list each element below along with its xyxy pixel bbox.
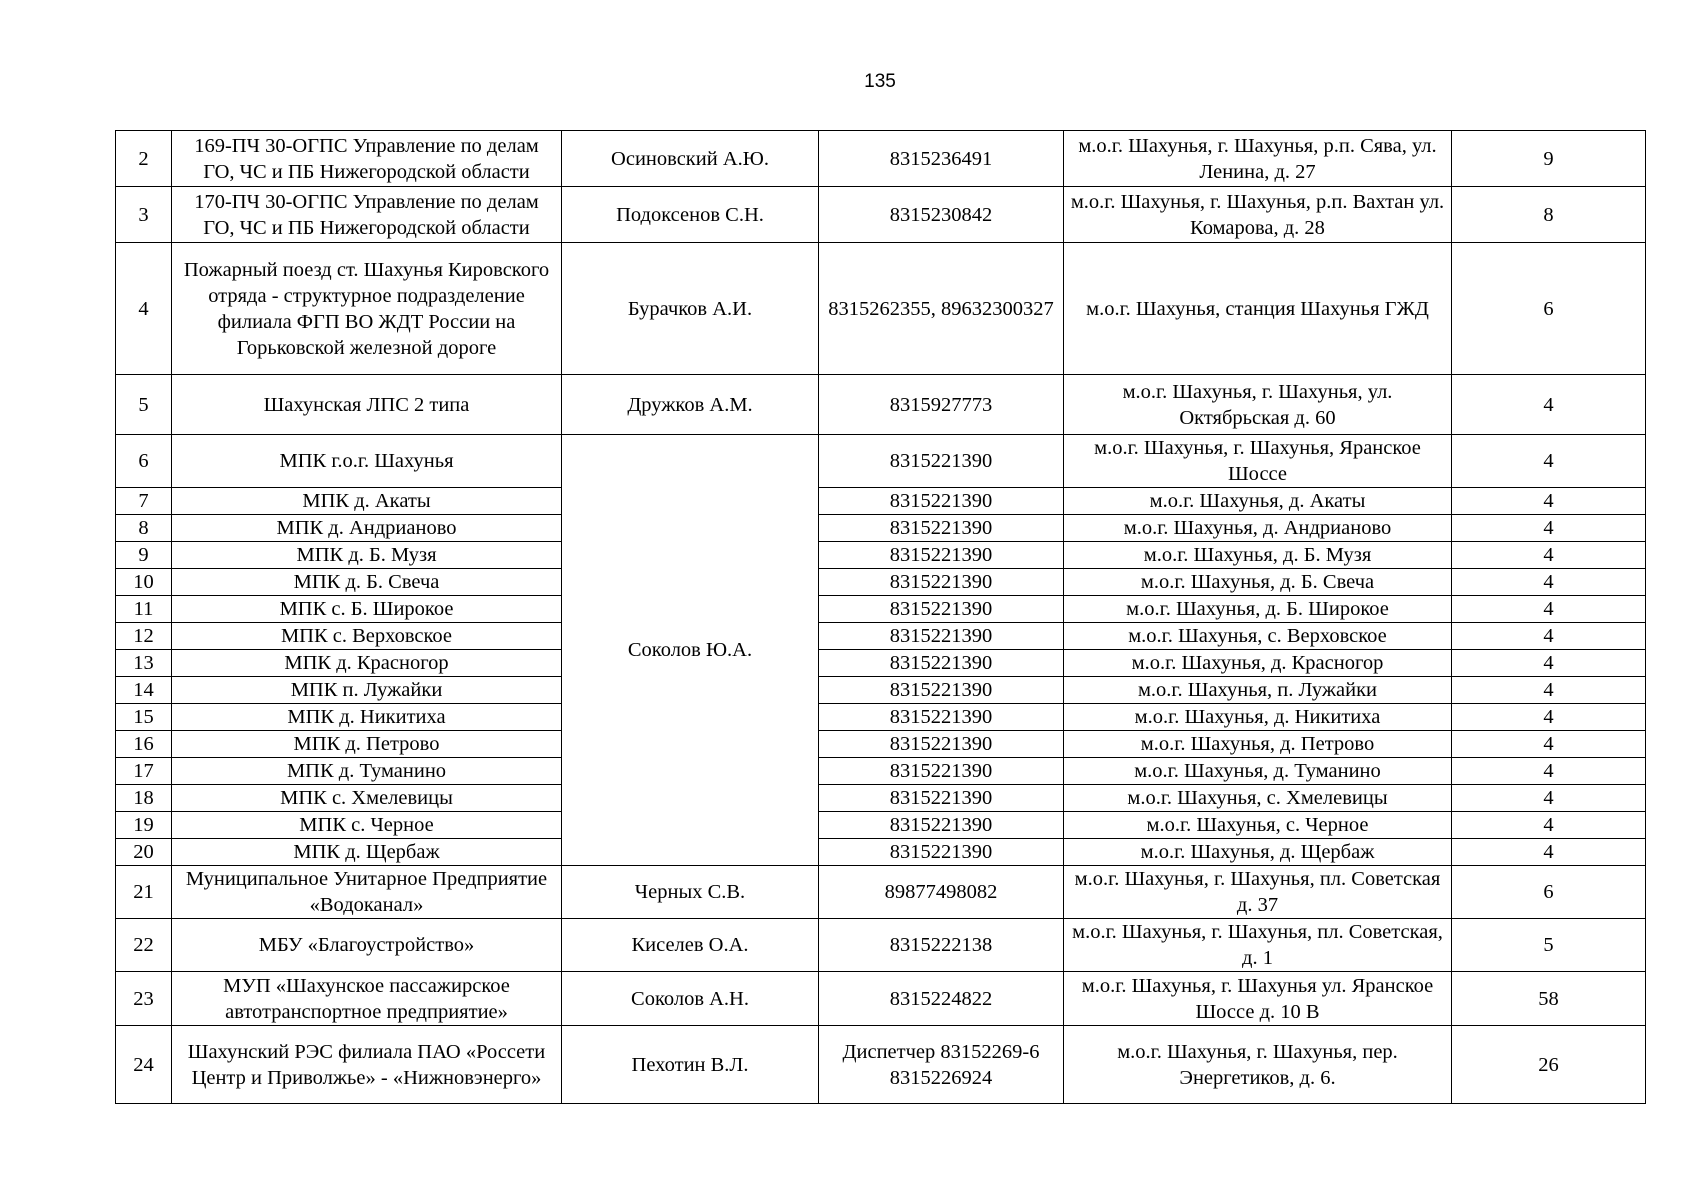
organization-name: МПК д. Красногор [172,650,562,677]
staff-count: 4 [1452,704,1646,731]
organization-name: МПК с. Хмелевицы [172,785,562,812]
address: м.о.г. Шахунья, с. Хмелевицы [1064,785,1452,812]
organization-name: МПК д. Щербаж [172,839,562,866]
organization-name: МПК п. Лужайки [172,677,562,704]
row-number: 13 [116,650,172,677]
table-row [116,866,1646,919]
table-row [116,623,1646,650]
organization-name: МПК д. Петрово [172,731,562,758]
table-row [116,375,1646,435]
row-number: 5 [116,375,172,435]
phone-number: 8315221390 [819,677,1064,704]
table-row [116,435,1646,488]
staff-count: 5 [1452,919,1646,972]
address: м.о.г. Шахунья, с. Черное [1064,812,1452,839]
table-row [116,131,1646,187]
phone-number: 8315221390 [819,569,1064,596]
phone-number: 8315236491 [819,131,1064,187]
organization-name: Муниципальное Унитарное Предприятие «Водоканал» [172,866,562,919]
organization-name: МПК с. Черное [172,812,562,839]
staff-count: 6 [1452,243,1646,375]
table-row [116,839,1646,866]
address: м.о.г. Шахунья, д. Красногор [1064,650,1452,677]
phone-number: 8315224822 [819,972,1064,1026]
staff-count: 4 [1452,375,1646,435]
address: м.о.г. Шахунья, д. Туманино [1064,758,1452,785]
staff-count: 4 [1452,812,1646,839]
staff-count: 4 [1452,569,1646,596]
staff-count: 4 [1452,596,1646,623]
address: м.о.г. Шахунья, д. Б. Широкое [1064,596,1452,623]
row-number: 7 [116,488,172,515]
organization-name: МПК д. Никитиха [172,704,562,731]
staff-count: 8 [1452,187,1646,243]
row-number: 24 [116,1026,172,1104]
row-number: 9 [116,542,172,569]
table-row [116,812,1646,839]
row-number: 12 [116,623,172,650]
organization-name: 169-ПЧ 30-ОГПС Управление по делам ГО, ЧС и ПБ Нижегородской области [172,131,562,187]
staff-count: 9 [1452,131,1646,187]
head-name: Соколов А.Н. [562,972,819,1026]
row-number: 16 [116,731,172,758]
table-row [116,488,1646,515]
staff-count: 26 [1452,1026,1646,1104]
row-number: 10 [116,569,172,596]
head-name: Дружков А.М. [562,375,819,435]
staff-count: 4 [1452,731,1646,758]
organization-name: Пожарный поезд ст. Шахунья Кировского отряда - структурное подразделение филиала ФГП ВО ЖДТ России на Горьковской железной дороге [172,243,562,375]
staff-count: 4 [1452,839,1646,866]
organization-name: МПК д. Туманино [172,758,562,785]
table-row [116,785,1646,812]
address: м.о.г. Шахунья, д. Петрово [1064,731,1452,758]
row-number: 3 [116,187,172,243]
phone-number: 8315221390 [819,515,1064,542]
row-number: 11 [116,596,172,623]
phone-number: 8315221390 [819,435,1064,488]
phone-number: 8315221390 [819,704,1064,731]
phone-number: 8315221390 [819,812,1064,839]
organization-name: МПК д. Андрианово [172,515,562,542]
staff-count: 6 [1452,866,1646,919]
address: м.о.г. Шахунья, станция Шахунья ГЖД [1064,243,1452,375]
phone-number: 8315221390 [819,623,1064,650]
head-name: Пехотин В.Л. [562,1026,819,1104]
page-number: 135 [864,71,896,92]
organization-name: Шахунская ЛПС 2 типа [172,375,562,435]
table-row [116,650,1646,677]
address: м.о.г. Шахунья, г. Шахунья, пер. Энергетиков, д. 6. [1064,1026,1452,1104]
address: м.о.г. Шахунья, г. Шахунья, ул. Октябрьская д. 60 [1064,375,1452,435]
address: м.о.г. Шахунья, д. Щербаж [1064,839,1452,866]
table-row [116,515,1646,542]
phone-number: 89877498082 [819,866,1064,919]
staff-count: 4 [1452,650,1646,677]
table-row [116,542,1646,569]
address: м.о.г. Шахунья, г. Шахунья, р.п. Сява, ул. Ленина, д. 27 [1064,131,1452,187]
head-name: Осиновский А.Ю. [562,131,819,187]
row-number: 8 [116,515,172,542]
row-number: 15 [116,704,172,731]
phone-number: 8315927773 [819,375,1064,435]
address: м.о.г. Шахунья, с. Верховское [1064,623,1452,650]
table-row [116,187,1646,243]
organization-name: МПК г.о.г. Шахунья [172,435,562,488]
table-row [116,704,1646,731]
address: м.о.г. Шахунья, г. Шахунья, пл. Советская, д. 1 [1064,919,1452,972]
address: м.о.г. Шахунья, д. Б. Свеча [1064,569,1452,596]
staff-count: 4 [1452,758,1646,785]
organization-name: МПК д. Б. Музя [172,542,562,569]
staff-count: 4 [1452,542,1646,569]
table-row [116,677,1646,704]
organization-name: 170-ПЧ 30-ОГПС Управление по делам ГО, ЧС и ПБ Нижегородской области [172,187,562,243]
address: м.о.г. Шахунья, д. Б. Музя [1064,542,1452,569]
row-number: 6 [116,435,172,488]
phone-number: 8315221390 [819,839,1064,866]
address: м.о.г. Шахунья, г. Шахунья, Яранское Шоссе [1064,435,1452,488]
staff-count: 4 [1452,488,1646,515]
address: м.о.г. Шахунья, д. Акаты [1064,488,1452,515]
row-number: 21 [116,866,172,919]
phone-number: 8315221390 [819,785,1064,812]
address: м.о.г. Шахунья, д. Никитиха [1064,704,1452,731]
staff-count: 4 [1452,785,1646,812]
table-row [116,972,1646,1026]
organization-name: МПК с. Б. Широкое [172,596,562,623]
row-number: 2 [116,131,172,187]
phone-number: 8315221390 [819,758,1064,785]
phone-number: 8315221390 [819,596,1064,623]
staff-count: 4 [1452,435,1646,488]
services-table [115,130,1646,1104]
staff-count: 4 [1452,623,1646,650]
organization-name: МПК с. Верховское [172,623,562,650]
row-number: 18 [116,785,172,812]
head-name: Подоксенов С.Н. [562,187,819,243]
phone-number: 8315230842 [819,187,1064,243]
phone-number: 8315221390 [819,488,1064,515]
table-row [116,758,1646,785]
row-number: 4 [116,243,172,375]
row-number: 22 [116,919,172,972]
row-number: 20 [116,839,172,866]
head-name: Киселев О.А. [562,919,819,972]
row-number: 19 [116,812,172,839]
table-row [116,731,1646,758]
organization-name: Шахунский РЭС филиала ПАО «Россети Центр и Приволжье» - «Нижновэнерго» [172,1026,562,1104]
head-name: Бурачков А.И. [562,243,819,375]
phone-number: 8315221390 [819,542,1064,569]
address: м.о.г. Шахунья, г. Шахунья ул. Яранское Шоссе д. 10 В [1064,972,1452,1026]
table-row [116,596,1646,623]
phone-number: 8315221390 [819,731,1064,758]
row-number: 23 [116,972,172,1026]
phone-number: 8315262355, 89632300327 [819,243,1064,375]
organization-name: МУП «Шахунское пассажирское автотранспортное предприятие» [172,972,562,1026]
address: м.о.г. Шахунья, д. Андрианово [1064,515,1452,542]
address: м.о.г. Шахунья, г. Шахунья, пл. Советская д. 37 [1064,866,1452,919]
row-number: 17 [116,758,172,785]
phone-number: 8315222138 [819,919,1064,972]
table-row [116,243,1646,375]
staff-count: 4 [1452,677,1646,704]
table-row [116,919,1646,972]
organization-name: МПК д. Акаты [172,488,562,515]
table-row [116,1026,1646,1104]
organization-name: МПК д. Б. Свеча [172,569,562,596]
staff-count: 58 [1452,972,1646,1026]
address: м.о.г. Шахунья, п. Лужайки [1064,677,1452,704]
table-row [116,569,1646,596]
row-number: 14 [116,677,172,704]
address: м.о.г. Шахунья, г. Шахунья, р.п. Вахтан ул. Комарова, д. 28 [1064,187,1452,243]
head-name: Соколов Ю.А. [562,435,819,866]
organization-name: МБУ «Благоустройство» [172,919,562,972]
head-name: Черных С.В. [562,866,819,919]
phone-number: Диспетчер 83152269-6 8315226924 [819,1026,1064,1104]
phone-number: 8315221390 [819,650,1064,677]
staff-count: 4 [1452,515,1646,542]
